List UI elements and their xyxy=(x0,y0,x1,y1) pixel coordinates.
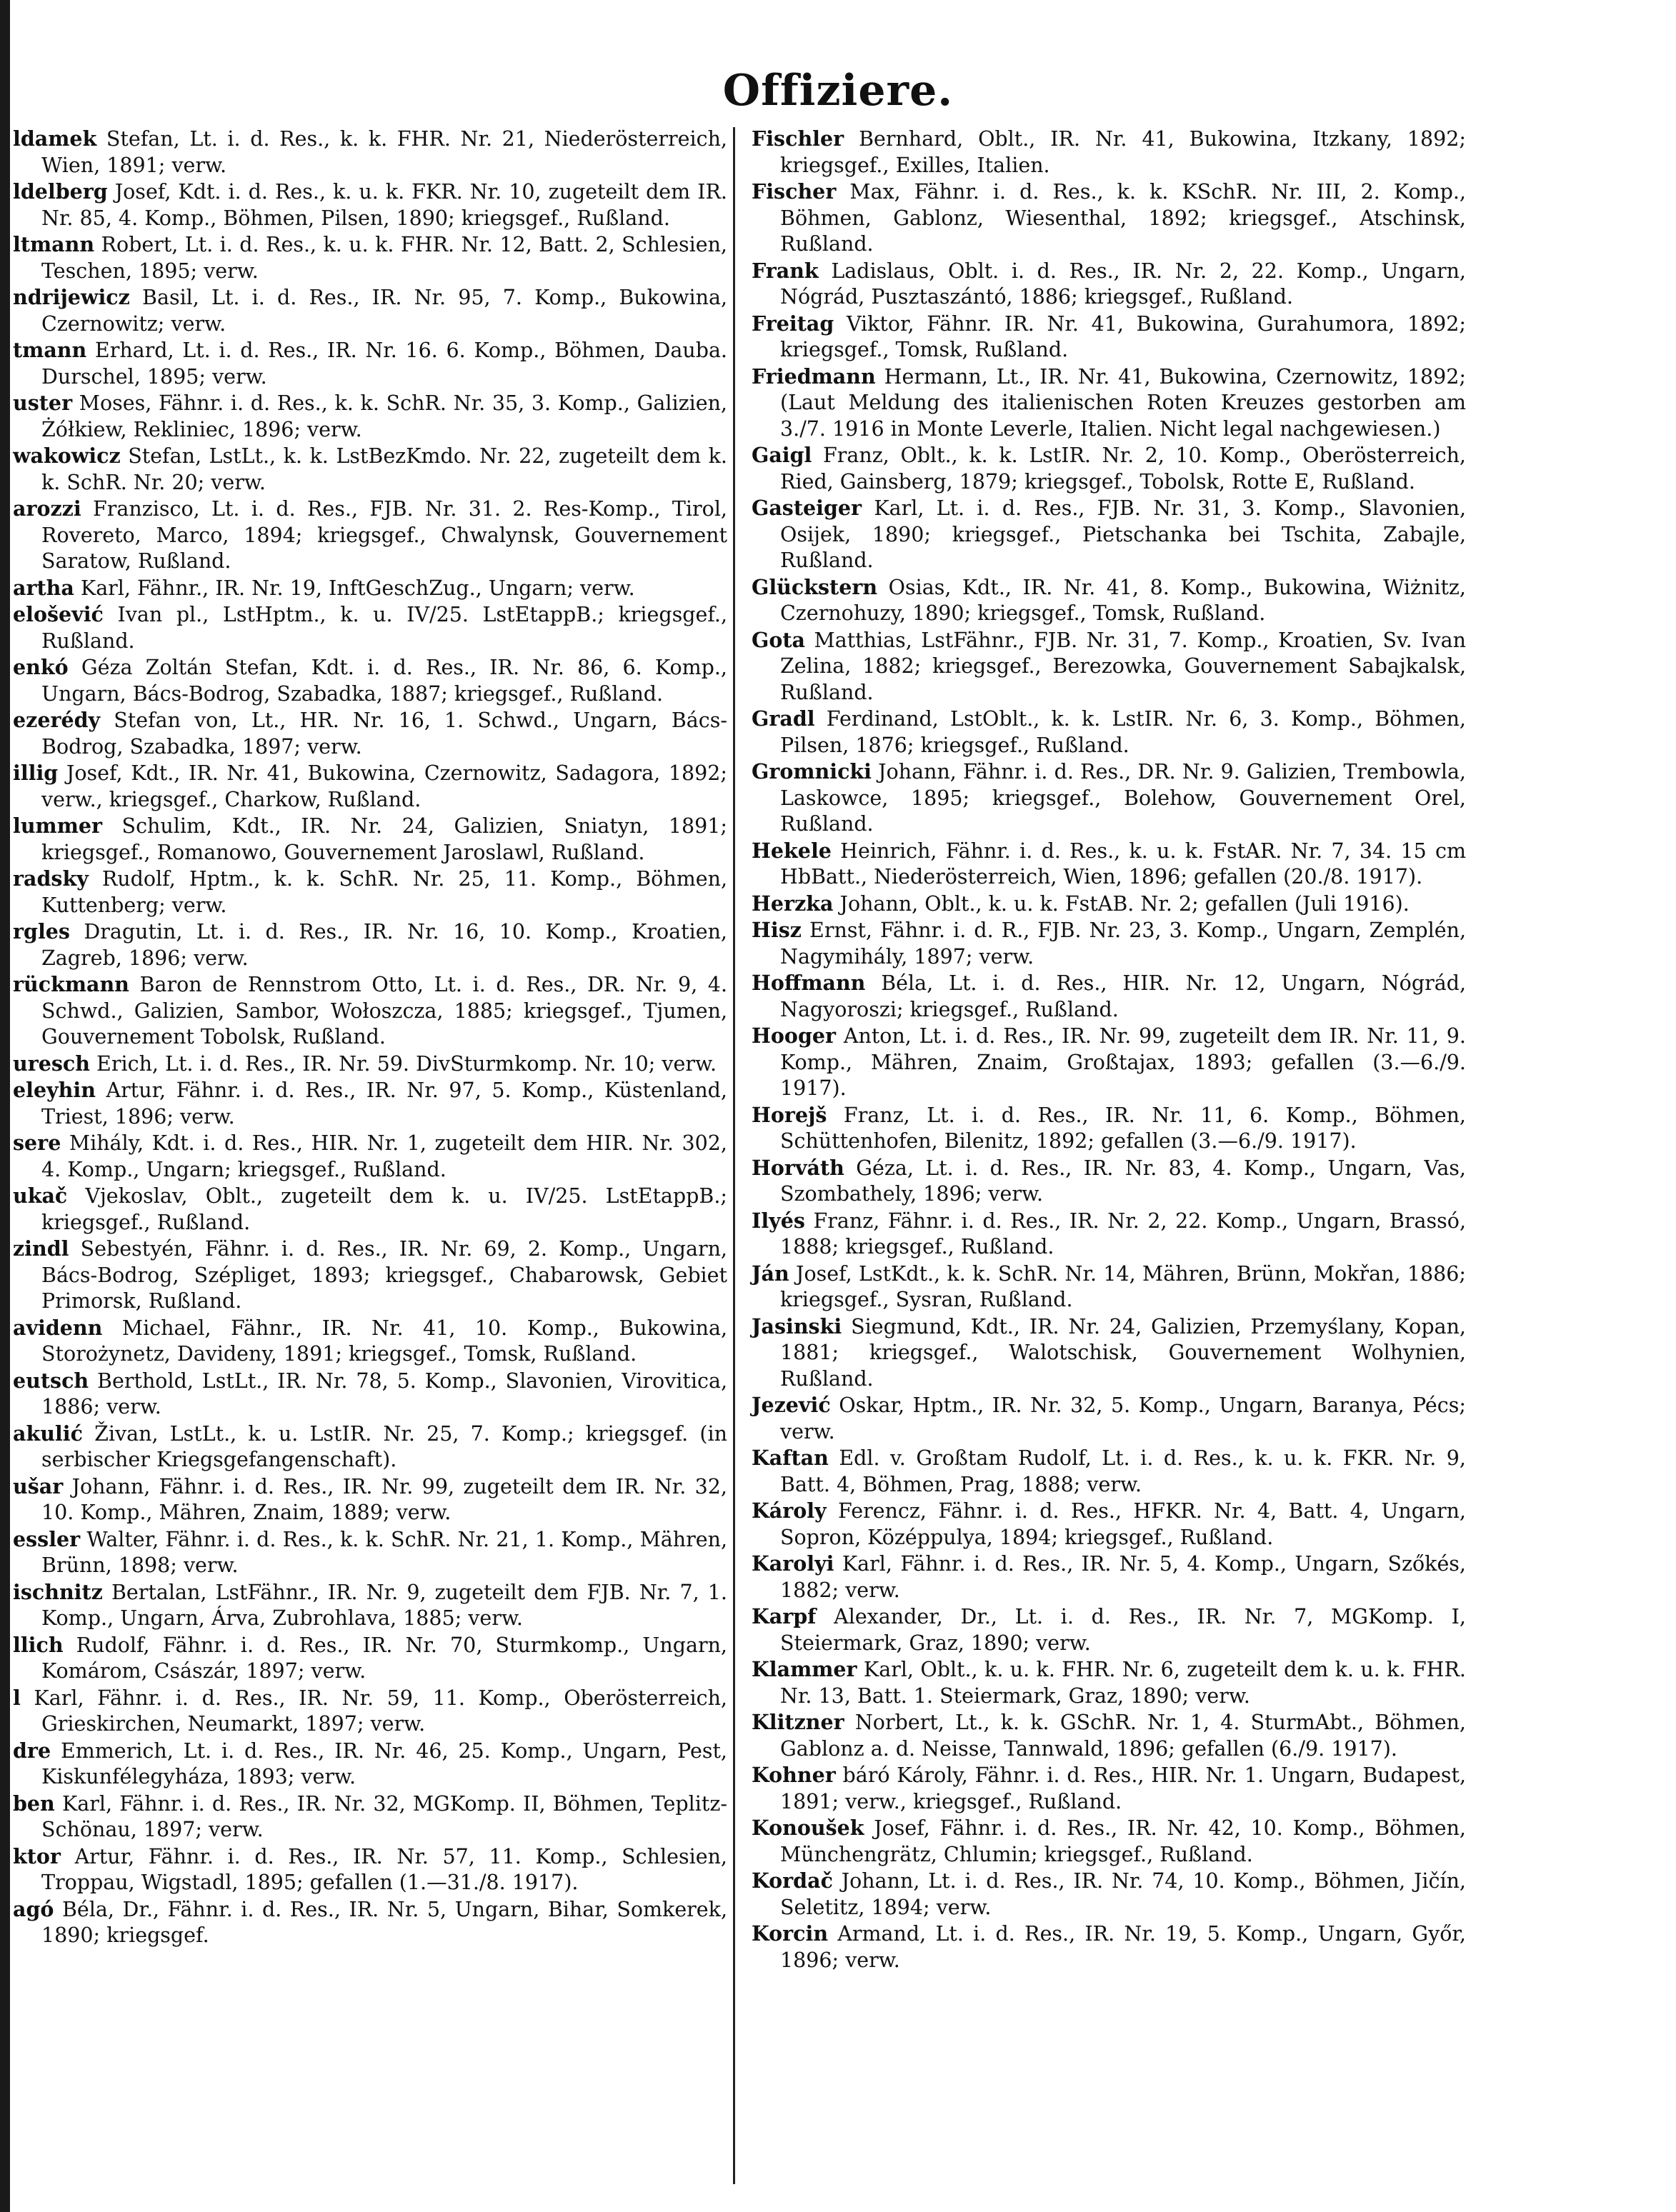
officer-entry xyxy=(752,1709,1466,1762)
officer-details: Emmerich, Lt. i. d. Res., IR. Nr. 46, 25. Komp., Ungarn, Pest, Kiskunfélegyháza, 1893; verw. xyxy=(41,1738,727,1788)
officer-details: Rudolf, Hptm., k. k. SchR. Nr. 25, 11. Komp., Böhmen, Kuttenberg; verw. xyxy=(41,867,727,917)
officer-details: Heinrich, Fähnr. i. d. Res., k. u. k. FstAR. Nr. 7, 34. 15 cm HbBatt., Niederösterreich, Wien, 1896; gefallen (20./8. 1917). xyxy=(780,839,1466,889)
officer-surname: ezerédy xyxy=(13,708,101,732)
officer-surname: eleyhin xyxy=(13,1078,96,1102)
officer-surname: rückmann xyxy=(13,972,129,996)
officer-entry xyxy=(13,1236,727,1315)
officer-entry xyxy=(752,1762,1466,1815)
officer-details: Vjekoslav, Oblt., zugeteilt dem k. u. IV/25. LstEtappB.; kriegsgef., Rußland. xyxy=(41,1184,727,1234)
officer-details: Max, Fähnr. i. d. Res., k. k. KSchR. Nr. III, 2. Komp., Böhmen, Gablonz, Wiesenthal, 1892; kriegsgef., Atschinsk, Rußland. xyxy=(780,180,1466,256)
officer-surname: Herzka xyxy=(752,891,834,916)
officer-entry xyxy=(13,1473,727,1526)
officer-surname: eutsch xyxy=(13,1368,89,1393)
officer-surname: Horváth xyxy=(752,1155,844,1180)
officer-entry xyxy=(752,1313,1466,1393)
officer-entry xyxy=(13,1896,727,1949)
officer-entry xyxy=(752,759,1466,838)
officer-details: Artur, Fähnr. i. d. Res., IR. Nr. 57, 11. Komp., Schlesien, Troppau, Wigstadl, 1895; gefallen (1.—31./8. 1917). xyxy=(41,1844,727,1894)
officer-details: Dragutin, Lt. i. d. Res., IR. Nr. 16, 10. Komp., Kroatien, Zagreb, 1896; verw. xyxy=(41,920,727,970)
officer-entry xyxy=(13,1368,727,1421)
officer-entry xyxy=(13,866,727,919)
officer-details: Karl, Fähnr. i. d. Res., IR. Nr. 5, 4. Komp., Ungarn, Szőkés, 1882; verw. xyxy=(780,1552,1466,1602)
officer-surname: arozzi xyxy=(13,496,81,521)
page-title: Offiziere. xyxy=(722,66,954,116)
officer-details: Robert, Lt. i. d. Res., k. u. k. FHR. Nr. 12, Batt. 2, Schlesien, Teschen, 1895; verw. xyxy=(41,233,727,283)
officer-details: Sebestyén, Fähnr. i. d. Res., IR. Nr. 69, 2. Komp., Ungarn, Bács-Bodrog, Szépliget, 1893; kriegsgef., Chabarowsk, Gebiet Primorsk, Rußland. xyxy=(41,1237,727,1313)
officer-entry xyxy=(13,575,727,602)
officer-entry xyxy=(752,311,1466,364)
officer-entry xyxy=(752,706,1466,759)
officer-surname: ukač xyxy=(13,1183,68,1208)
officer-details: Johann, Oblt., k. u. k. FstAB. Nr. 2; gefallen (Juli 1916). xyxy=(833,891,1410,916)
officer-entry xyxy=(752,1921,1466,1973)
officer-entry xyxy=(13,1579,727,1632)
officer-surname: ldelberg xyxy=(13,179,108,204)
officer-details: Stefan, LstLt., k. k. LstBezKmdo. Nr. 22, zugeteilt dem k. k. SchR. Nr. 20; verw. xyxy=(41,444,727,494)
officer-entry xyxy=(13,1315,727,1368)
officer-details: Béla, Dr., Fähnr. i. d. Res., IR. Nr. 5, Ungarn, Bihar, Somkerek, 1890; kriegsgef. xyxy=(41,1897,727,1947)
officer-surname: Ján xyxy=(752,1261,789,1286)
officer-entry xyxy=(13,1632,727,1685)
officer-surname: avidenn xyxy=(13,1315,103,1340)
officer-surname: ktor xyxy=(13,1843,61,1868)
officer-entry xyxy=(13,707,727,760)
officer-surname: Károly xyxy=(752,1498,827,1523)
officer-details: Ladislaus, Oblt. i. d. Res., IR. Nr. 2, 22. Komp., Ungarn, Nógrád, Pusztaszántó, 1886; kriegsgef., Rußland. xyxy=(780,259,1466,309)
officer-entry xyxy=(752,126,1466,179)
officer-entry xyxy=(752,1603,1466,1656)
officer-details: Johann, Fähnr. i. d. Res., DR. Nr. 9. Galizien, Trembowla, Laskowce, 1895; kriegsgef., Bolehow, Gouvernement Orel, Rußland. xyxy=(780,760,1466,836)
officer-surname: Gota xyxy=(752,627,805,652)
officer-surname: ben xyxy=(13,1791,55,1816)
officer-surname: enkó xyxy=(13,655,69,679)
officer-entry xyxy=(752,179,1466,258)
officer-entry xyxy=(752,1261,1466,1313)
left-column xyxy=(13,126,727,1949)
officer-details: Ferdinand, LstOblt., k. k. LstIR. Nr. 6, 3. Komp., Böhmen, Pilsen, 1876; kriegsgef., Rußland. xyxy=(780,707,1466,757)
officer-surname: llich xyxy=(13,1632,64,1657)
officer-details: Stefan von, Lt., HR. Nr. 16, 1. Schwd., Ungarn, Bács-Bodrog, Szabadka, 1897; verw. xyxy=(41,709,727,759)
officer-details: Živan, LstLt., k. u. LstIR. Nr. 25, 7. Komp.; kriegsgef. (in serbischer Kriegsgefangenschaft). xyxy=(41,1421,727,1471)
officer-entry xyxy=(13,813,727,866)
officer-surname: ldamek xyxy=(13,126,97,151)
officer-entry xyxy=(752,495,1466,574)
officer-details: Moses, Fähnr. i. d. Res., k. k. SchR. Nr. 35, 3. Komp., Galizien, Żółkiew, Rekliniec, 1896; verw. xyxy=(41,391,727,441)
officer-surname: agó xyxy=(13,1896,54,1921)
officer-entry xyxy=(752,627,1466,706)
officer-details: Josef, Kdt., IR. Nr. 41, Bukowina, Czernowitz, Sadagora, 1892; verw., kriegsgef., Charkow, Rußland. xyxy=(41,761,727,811)
officer-surname: Klammer xyxy=(752,1657,857,1681)
officer-entry xyxy=(13,919,727,971)
officer-entry xyxy=(752,1445,1466,1498)
officer-entry xyxy=(13,231,727,284)
officer-entry xyxy=(13,1738,727,1791)
officer-details: Ivan pl., LstHptm., k. u. IV/25. LstEtappB.; kriegsgef., Rußland. xyxy=(41,603,727,653)
officer-surname: Karolyi xyxy=(752,1551,834,1576)
officer-details: Franz, Lt. i. d. Res., IR. Nr. 11, 6. Komp., Böhmen, Schüttenhofen, Bilenitz, 1892; gefallen (3.—6./9. 1917). xyxy=(780,1103,1466,1153)
officer-details: Franz, Oblt., k. k. LstIR. Nr. 2, 10. Komp., Oberösterreich, Ried, Gainsberg, 1879; kriegsgef., Tobolsk, Rotte E, Rußland. xyxy=(780,444,1466,494)
officer-entry xyxy=(752,258,1466,311)
officer-entry xyxy=(13,284,727,337)
officer-surname: akulić xyxy=(13,1421,83,1446)
officer-surname: Hisz xyxy=(752,918,802,942)
officer-entry xyxy=(13,1843,727,1896)
officer-details: Viktor, Fähnr. IR. Nr. 41, Bukowina, Gurahumora, 1892; kriegsgef., Tomsk, Rußland. xyxy=(780,311,1466,361)
officer-details: báró Károly, Fähnr. i. d. Res., HIR. Nr. 1. Ungarn, Budapest, 1891; verw., kriegsgef., Rußland. xyxy=(780,1763,1466,1813)
officer-surname: Jezević xyxy=(752,1393,831,1417)
officer-details: Karl, Fähnr. i. d. Res., IR. Nr. 59, 11. Komp., Oberösterreich, Grieskirchen, Neumarkt, 1897; verw. xyxy=(20,1686,727,1736)
officer-entry xyxy=(13,443,727,496)
officer-entry xyxy=(13,1791,727,1843)
officer-surname: Hoffmann xyxy=(752,971,866,995)
officer-entry xyxy=(13,126,727,179)
officer-surname: Hooger xyxy=(752,1024,837,1048)
officer-details: Josef, Fähnr. i. d. Res., IR. Nr. 42, 10. Komp., Böhmen, Münchengrätz, Chlumin; kriegsgef., Rußland. xyxy=(780,1816,1466,1866)
officer-entry xyxy=(752,364,1466,443)
officer-surname: Kordač xyxy=(752,1868,833,1893)
officer-details: Osias, Kdt., IR. Nr. 41, 8. Komp., Bukowina, Wiżnitz, Czernohuzy, 1890; kriegsgef., Tomsk, Rußland. xyxy=(780,575,1466,625)
officer-surname: ndrijewicz xyxy=(13,285,130,309)
officer-surname: Kohner xyxy=(752,1763,836,1787)
officer-details: Stefan, Lt. i. d. Res., k. k. FHR. Nr. 21, Niederösterreich, Wien, 1891; verw. xyxy=(41,127,727,177)
officer-surname: dre xyxy=(13,1738,51,1763)
officer-entry xyxy=(752,970,1466,1023)
officer-details: Berthold, LstLt., IR. Nr. 78, 5. Komp., Slavonien, Virovitica, 1886; verw. xyxy=(41,1368,727,1418)
officer-entry xyxy=(752,891,1466,918)
officer-details: Matthias, LstFähnr., FJB. Nr. 31, 7. Komp., Kroatien, Sv. Ivan Zelina, 1882; kriegsgef., Berezowka, Gouvernement Sabajkalsk, Rußland. xyxy=(780,628,1466,704)
officer-entry xyxy=(13,1051,727,1078)
officer-details: Ernst, Fähnr. i. d. R., FJB. Nr. 23, 3. Komp., Ungarn, Zemplén, Nagymihály, 1897; verw. xyxy=(780,919,1466,969)
officer-surname: Kaftan xyxy=(752,1446,829,1470)
officer-details: Géza Zoltán Stefan, Kdt. i. d. Res., IR. Nr. 86, 6. Komp., Ungarn, Bács-Bodrog, Szabadka, 1887; kriegsgef., Rußland. xyxy=(41,656,727,706)
officer-details: Artur, Fähnr. i. d. Res., IR. Nr. 97, 5. Komp., Küstenland, Triest, 1896; verw. xyxy=(41,1079,727,1128)
officer-entry xyxy=(752,1656,1466,1709)
officer-surname: Frank xyxy=(752,258,819,283)
officer-entry xyxy=(13,1421,727,1473)
officer-surname: l xyxy=(13,1685,21,1710)
officer-entry xyxy=(13,654,727,707)
officer-surname: tmann xyxy=(13,338,87,362)
officer-entry xyxy=(752,1155,1466,1208)
officer-details: Johann, Lt. i. d. Res., IR. Nr. 74, 10. Komp., Böhmen, Jičín, Seletitz, 1894; verw. xyxy=(780,1869,1466,1919)
officer-details: Armand, Lt. i. d. Res., IR. Nr. 19, 5. Komp., Ungarn, Győr, 1896; verw. xyxy=(780,1922,1466,1972)
officer-details: Oskar, Hptm., IR. Nr. 32, 5. Komp., Ungarn, Baranya, Pécs; verw. xyxy=(780,1393,1466,1443)
officer-surname: elošević xyxy=(13,602,104,626)
officer-surname: ltmann xyxy=(13,232,95,256)
officer-surname: lummer xyxy=(13,814,103,838)
officer-entry xyxy=(752,1023,1466,1102)
officer-details: Hermann, Lt., IR. Nr. 41, Bukowina, Czernowitz, 1892; (Laut Meldung des italienischen Roten Kreuzes gestorben am 3./7. 1916 in Monte Leverle, Italien. Nicht legal nachgewiesen.) xyxy=(780,364,1466,441)
officer-surname: Gaigl xyxy=(752,443,812,467)
officer-entry xyxy=(13,337,727,390)
officer-surname: uresch xyxy=(13,1051,90,1076)
officer-details: Karl, Fähnr. i. d. Res., IR. Nr. 32, MGKomp. II, Böhmen, Teplitz-Schönau, 1897; verw. xyxy=(41,1791,727,1841)
officer-surname: ušar xyxy=(13,1473,64,1498)
officer-entry xyxy=(752,442,1466,495)
officer-entry xyxy=(13,179,727,231)
officer-entry xyxy=(752,838,1466,891)
officer-surname: Gasteiger xyxy=(752,496,862,520)
officer-details: Béla, Lt. i. d. Res., HIR. Nr. 12, Ungarn, Nógrád, Nagyoroszi; kriegsgef., Rußland. xyxy=(780,971,1466,1021)
officer-entry xyxy=(752,1551,1466,1603)
officer-surname: zindl xyxy=(13,1236,69,1261)
officer-entry xyxy=(13,1183,727,1236)
officer-entry xyxy=(13,1130,727,1183)
officer-details: Anton, Lt. i. d. Res., IR. Nr. 99, zugeteilt dem IR. Nr. 11, 9. Komp., Mähren, Znaim, Großtajax, 1893; gefallen (3.—6./9. 1917). xyxy=(780,1024,1466,1100)
officer-surname: Glückstern xyxy=(752,574,878,599)
officer-details: Erich, Lt. i. d. Res., IR. Nr. 59. DivSturmkomp. Nr. 10; verw. xyxy=(90,1051,717,1076)
officer-details: Bernhard, Oblt., IR. Nr. 41, Bukowina, Itzkany, 1892; kriegsgef., Exilles, Italien. xyxy=(780,127,1466,177)
officer-surname: Konoušek xyxy=(752,1816,864,1840)
officer-details: Rudolf, Fähnr. i. d. Res., IR. Nr. 70, Sturmkomp., Ungarn, Komárom, Császár, 1897; verw. xyxy=(41,1633,727,1683)
officer-surname: illig xyxy=(13,761,59,785)
officer-details: Ferencz, Fähnr. i. d. Res., HFKR. Nr. 4, Batt. 4, Ungarn, Sopron, Középpulya, 1894; kriegsgef., Rußland. xyxy=(780,1499,1466,1549)
officer-details: Johann, Fähnr. i. d. Res., IR. Nr. 99, zugeteilt dem IR. Nr. 32, 10. Komp., Mähren, Znaim, 1889; verw. xyxy=(41,1474,727,1524)
officer-details: Josef, Kdt. i. d. Res., k. u. k. FKR. Nr. 10, zugeteilt dem IR. Nr. 85, 4. Komp., Böhmen, Pilsen, 1890; kriegsgef., Rußland. xyxy=(41,180,727,230)
officer-surname: wakowicz xyxy=(13,444,121,468)
officer-entry xyxy=(13,1685,727,1738)
officer-surname: radsky xyxy=(13,866,89,891)
officer-surname: Korcin xyxy=(752,1921,829,1946)
officer-surname: rgles xyxy=(13,919,70,944)
officer-entry xyxy=(13,496,727,575)
officer-details: Mihály, Kdt. i. d. Res., HIR. Nr. 1, zugeteilt dem HIR. Nr. 302, 4. Komp., Ungarn; kriegsgef., Rußland. xyxy=(41,1131,727,1181)
officer-surname: Ilyés xyxy=(752,1208,805,1233)
officer-details: Karl, Fähnr., IR. Nr. 19, InftGeschZug., Ungarn; verw. xyxy=(74,576,635,600)
officer-entry xyxy=(13,390,727,443)
officer-surname: essler xyxy=(13,1526,81,1551)
officer-details: Erhard, Lt. i. d. Res., IR. Nr. 16. 6. Komp., Böhmen, Dauba. Durschel, 1895; verw. xyxy=(41,339,727,389)
officer-entry xyxy=(752,1392,1466,1445)
officer-details: Michael, Fähnr., IR. Nr. 41, 10. Komp., Bukowina, Storożynetz, Davideny, 1891; kriegsgef., Tomsk, Rußland. xyxy=(41,1316,727,1366)
officer-details: Baron de Rennstrom Otto, Lt. i. d. Res., DR. Nr. 9, 4. Schwd., Galizien, Sambor, Wołoszcza, 1885; kriegsgef., Tjumen, Gouvernement Tobolsk, Rußland. xyxy=(41,973,727,1049)
officer-details: Basil, Lt. i. d. Res., IR. Nr. 95, 7. Komp., Bukowina, Czernowitz; verw. xyxy=(41,286,727,336)
officer-details: Edl. v. Großtam Rudolf, Lt. i. d. Res., k. u. k. FKR. Nr. 9, Batt. 4, Böhmen, Prag, 1888; verw. xyxy=(780,1446,1466,1496)
officer-surname: Friedmann xyxy=(752,364,876,389)
officer-entry xyxy=(752,1868,1466,1921)
officer-entry xyxy=(752,1498,1466,1551)
page-left-edge xyxy=(0,0,10,2212)
officer-entry xyxy=(752,1815,1466,1868)
officer-details: Norbert, Lt., k. k. GSchR. Nr. 1, 4. SturmAbt., Böhmen, Gablonz a. d. Neisse, Tannwald, 1896; gefallen (6./9. 1917). xyxy=(780,1711,1466,1761)
officer-details: Siegmund, Kdt., IR. Nr. 24, Galizien, Przemyślany, Kopan, 1881; kriegsgef., Walotschisk, Gouvernement Wolhynien, Rußland. xyxy=(780,1314,1466,1391)
officer-details: Walter, Fähnr. i. d. Res., k. k. SchR. Nr. 21, 1. Komp., Mähren, Brünn, 1898; verw. xyxy=(41,1527,727,1577)
officer-surname: ischnitz xyxy=(13,1579,103,1604)
officer-details: Alexander, Dr., Lt. i. d. Res., IR. Nr. 7, MGKomp. I, Steiermark, Graz, 1890; verw. xyxy=(780,1605,1466,1655)
officer-entry xyxy=(13,1077,727,1130)
officer-surname: Fischer xyxy=(752,179,837,204)
officer-entry xyxy=(13,971,727,1051)
officer-details: Karl, Lt. i. d. Res., FJB. Nr. 31, 3. Komp., Slavonien, Osijek, 1890; kriegsgef., Pietschanka bei Tschita, Zabajle, Rußland. xyxy=(780,496,1466,572)
officer-surname: Klitzner xyxy=(752,1710,844,1734)
officer-details: Géza, Lt. i. d. Res., IR. Nr. 83, 4. Komp., Ungarn, Vas, Szombathely, 1896; verw. xyxy=(780,1156,1466,1206)
officer-details: Josef, LstKdt., k. k. SchR. Nr. 14, Mähren, Brünn, Mokřan, 1886; kriegsgef., Sysran, Rußland. xyxy=(780,1261,1466,1311)
officer-entry xyxy=(13,601,727,654)
officer-surname: artha xyxy=(13,575,74,600)
officer-entry xyxy=(13,1526,727,1579)
officer-surname: sere xyxy=(13,1131,61,1155)
officer-entry xyxy=(752,1102,1466,1155)
officer-details: Franz, Fähnr. i. d. Res., IR. Nr. 2, 22. Komp., Ungarn, Brassó, 1888; kriegsgef., Rußland. xyxy=(780,1208,1466,1258)
officer-details: Bertalan, LstFähnr., IR. Nr. 9, zugeteilt dem FJB. Nr. 7, 1. Komp., Ungarn, Árva, Zubrohlava, 1885; verw. xyxy=(41,1580,727,1630)
officer-entry xyxy=(752,917,1466,970)
officer-details: Karl, Oblt., k. u. k. FHR. Nr. 6, zugeteilt dem k. u. k. FHR. Nr. 13, Batt. 1. Steiermark, Graz, 1890; verw. xyxy=(780,1658,1466,1708)
officer-surname: uster xyxy=(13,391,73,415)
officer-surname: Gromnicki xyxy=(752,759,872,784)
right-column xyxy=(752,126,1466,1973)
officer-entry xyxy=(13,760,727,813)
officer-surname: Gradl xyxy=(752,706,815,731)
officer-details: Schulim, Kdt., IR. Nr. 24, Galizien, Sniatyn, 1891; kriegsgef., Romanowo, Gouvernement Jaroslawl, Rußland. xyxy=(41,814,727,864)
officer-details: Franzisco, Lt. i. d. Res., FJB. Nr. 31. 2. Res-Komp., Tirol, Rovereto, Marco, 1894; kriegsgef., Chwalynsk, Gouvernement Saratow, Rußland. xyxy=(41,497,727,573)
officer-surname: Freitag xyxy=(752,311,834,336)
officer-surname: Karpf xyxy=(752,1604,817,1628)
officer-surname: Hekele xyxy=(752,838,832,863)
officer-entry xyxy=(752,574,1466,627)
officer-surname: Horejš xyxy=(752,1102,827,1127)
officer-entry xyxy=(752,1208,1466,1261)
officer-surname: Fischler xyxy=(752,126,844,151)
officer-surname: Jasinski xyxy=(752,1313,842,1338)
column-divider xyxy=(733,127,735,2184)
